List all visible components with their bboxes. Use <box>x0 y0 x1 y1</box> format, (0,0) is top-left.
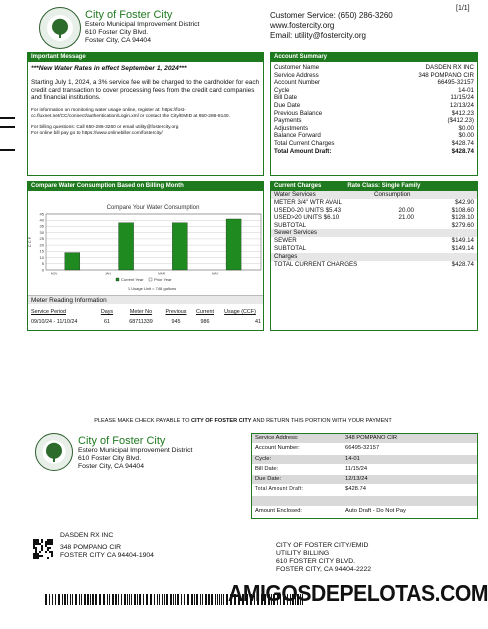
water-charge-qty: 21.00 <box>398 214 414 222</box>
summary-row <box>274 132 474 140</box>
water-charge-row <box>274 207 474 215</box>
water-charge-row <box>274 214 474 222</box>
stub-value: 12/13/24 <box>345 476 368 483</box>
summary-label: Account Number <box>274 79 321 87</box>
side-mark <box>0 126 15 128</box>
stub-row <box>252 507 477 517</box>
water-charge-qty <box>384 222 414 230</box>
chart-xtick: MAY <box>212 271 219 276</box>
remit-line4: FOSTER CITY, CA 94404-2222 <box>276 566 372 573</box>
stub-row <box>252 465 477 475</box>
water-charge-label: USED0-20 UNITS $5.43 <box>274 206 342 214</box>
legend-prior: Prior Year <box>154 277 172 282</box>
meter-column-header: Meter No <box>129 309 153 315</box>
water-charge-label: METER 3/4" WTR AVAIL <box>274 199 342 206</box>
summary-row <box>274 117 474 125</box>
summary-value: $0.00 <box>458 124 474 132</box>
water-charge-qty: 20.00 <box>398 206 414 214</box>
chart-ytick: 15 <box>39 248 44 254</box>
meter-column-header: Previous <box>165 309 187 315</box>
summary-row <box>274 125 474 133</box>
stub-value: 11/15/24 <box>345 465 368 472</box>
account-summary-header: Account Summary <box>271 53 477 62</box>
meter-column-header: Service Period <box>31 309 67 315</box>
sewer-charge-row <box>274 237 474 245</box>
sewer-charge-amount: $149.14 <box>451 237 474 245</box>
legend-swatch-current <box>116 278 119 281</box>
account-summary-panel <box>270 52 478 176</box>
customer-service-phone: Customer Service: (650) 286-3260 <box>270 11 393 20</box>
meter-cell: 09/10/24 - 11/10/24 <box>31 319 78 325</box>
stub-row <box>252 496 477 507</box>
meter-reading-header: Meter Reading Information <box>28 295 263 304</box>
water-charge-qty <box>384 199 414 207</box>
summary-row <box>274 110 474 118</box>
rates-headline: ***New Water Rates in effect September 1, 2024*** <box>31 65 187 72</box>
stub-row <box>252 455 477 465</box>
meter-column-header: Days <box>100 309 114 315</box>
summary-label: Payments <box>274 117 302 125</box>
consumption-header: Compare Water Consumption Based on Billing Month <box>28 182 263 191</box>
chart-title: Compare Your Water Consumption <box>106 205 200 211</box>
summary-label: Due Date <box>274 101 301 109</box>
mail-to-address2: FOSTER CITY CA 94404-1904 <box>60 552 154 559</box>
stub-value: 66495-32157 <box>345 445 380 452</box>
online-bill-pay-notice: For online bill pay go to https://www.onlinebiller.com/fostercity/ <box>31 130 163 136</box>
current-charges-panel <box>270 181 478 331</box>
payment-instruction: PLEASE MAKE CHECK PAYABLE TO CITY OF FOSTER CITY AND RETURN THIS PORTION WITH YOUR PAYMENT <box>94 418 392 424</box>
summary-value: 14-01 <box>458 86 474 94</box>
water-charge-label: SUBTOTAL <box>274 221 307 229</box>
stub-label: Cycle: <box>255 455 272 462</box>
meter-cell: 945 <box>171 319 181 325</box>
stub-label: Total Amount Draft: <box>255 486 304 493</box>
summary-value: 348 POMPANO CIR <box>418 71 474 79</box>
chart-ytick: 20 <box>39 242 44 248</box>
chart-xtick: MAR <box>158 271 165 276</box>
stub-value: 348 POMPANO CIR <box>345 435 398 441</box>
sewer-charge-label: SEWER <box>274 237 297 245</box>
sewer-services-label: Sewer Services <box>271 229 477 237</box>
water-charge-label: USED>20 UNITS $6.10 <box>274 214 340 222</box>
summary-label: Total Current Charges <box>274 139 335 147</box>
chart-ytick: 40 <box>39 217 44 223</box>
city-district: Estero Municipal Improvement District <box>85 21 200 28</box>
chart-ytick: 25 <box>39 236 44 242</box>
important-message-panel <box>27 52 264 176</box>
summary-row <box>274 79 474 87</box>
summary-row <box>274 64 474 72</box>
summary-label: Balance Forward <box>274 132 321 140</box>
water-services-label: Water Services <box>274 191 316 198</box>
water-charge-amount: $42.90 <box>455 199 474 206</box>
stub-label: Due Date: <box>255 476 282 483</box>
card-fee-notice: Starting July 1, 2024, a 3% service fee will be charged to the cardholder for each credit card transaction to cover processing fees from the credit card companies and financial institutions. <box>31 79 260 102</box>
consumption-label: Consumption <box>374 191 411 198</box>
current-charges-header: Current Charges <box>274 183 322 189</box>
summary-value: $412.23 <box>451 109 474 117</box>
summary-value: 11/15/24 <box>450 94 474 102</box>
meter-cell: 61 <box>104 319 110 325</box>
summary-value: $428.74 <box>451 139 474 147</box>
chart-bar-current <box>119 223 134 270</box>
meter-column-header: Current <box>196 309 214 315</box>
email-link[interactable]: Email: utility@fostercity.org <box>270 31 366 40</box>
chart-ytick: 35 <box>39 223 44 229</box>
chart-ytick: 10 <box>39 254 44 260</box>
stub-city-name: City of Foster City <box>78 435 166 447</box>
sewer-charge-row <box>274 245 474 253</box>
stub-value <box>342 496 348 506</box>
city-address1: 610 Foster City Blvd. <box>85 29 149 36</box>
stub-city-district: Estero Municipal Improvement District <box>78 447 193 454</box>
summary-row <box>274 72 474 80</box>
stub-city-seal-icon <box>35 433 73 471</box>
summary-label: Service Address <box>274 71 319 79</box>
chart-xtick: JAN <box>104 271 111 276</box>
rate-class: Rate Class: Single Family <box>347 183 421 189</box>
stub-value: $428.74 <box>345 486 366 493</box>
remit-line3: 610 FOSTER CITY BLVD. <box>276 558 356 565</box>
summary-value: ($412.23) <box>447 117 474 125</box>
total-current-charges-label: TOTAL CURRENT CHARGES <box>274 260 358 268</box>
watermark-text: AMIGOSDEPELOTAS.COM <box>228 580 488 606</box>
chart-ytick: 45 <box>39 211 44 217</box>
stub-row <box>252 444 477 454</box>
stub-value: Auto Draft - Do Not Pay <box>345 507 406 514</box>
stub-city-address2: Foster City, CA 94404 <box>78 463 144 470</box>
consumption-chart <box>28 194 263 298</box>
mail-to-address1: 348 POMPANO CIR <box>60 544 122 551</box>
usage-monitoring-notice: For information on monitoring water usage online, register at: https://fost-cc.fluxnet.net/CC/connect/authentication/Login.xml or contact the City/EMID at 650-286-8140. <box>31 107 230 119</box>
stub-label: Amount Enclosed: <box>255 507 303 514</box>
stub-value: 14-01 <box>345 455 360 462</box>
stub-label: Bill Date: <box>255 465 279 472</box>
side-mark <box>0 149 15 151</box>
legend-current: Current Year <box>121 277 144 282</box>
water-charge-row <box>274 222 474 230</box>
chart-bar-current <box>65 253 80 270</box>
water-charge-amount: $279.60 <box>451 221 474 229</box>
chart-bar-current <box>226 219 241 270</box>
side-mark <box>0 117 15 119</box>
chart-ytick: 5 <box>41 261 44 267</box>
page-number: [1/1] <box>456 5 470 12</box>
summary-label: Adjustments <box>274 124 309 132</box>
sewer-charge-amount: $149.14 <box>451 244 474 252</box>
stub-label: Service Address: <box>255 435 299 441</box>
city-address2: Foster City, CA 94404 <box>85 37 151 44</box>
total-draft-label: Total Amount Draft: <box>274 147 332 155</box>
summary-row <box>274 94 474 102</box>
usage-unit-note: 1 Usage Unit = 748 gallons <box>127 286 177 291</box>
summary-label: Previous Balance <box>274 109 323 117</box>
total-current-charges-value: $428.74 <box>451 260 474 268</box>
meter-cell: 68711339 <box>129 319 153 325</box>
summary-row <box>274 102 474 110</box>
summary-row <box>274 140 474 148</box>
stub-city-address1: 610 Foster City Blvd. <box>78 455 142 462</box>
summary-value: DASDEN RX INC <box>425 64 474 71</box>
chart-xtick: NOV <box>50 271 58 276</box>
payment-stub-table <box>251 433 478 519</box>
remit-line1: CITY OF FOSTER CITY/EMID <box>276 542 369 549</box>
meter-cell: 41 <box>255 319 261 325</box>
website-link[interactable]: www.fostercity.org <box>270 21 335 30</box>
summary-row <box>274 87 474 95</box>
total-draft-value: $428.74 <box>451 147 474 155</box>
city-seal-icon <box>39 7 81 49</box>
billing-questions-notice: For billing questions: Call 650-286-3260 or email utility@fostercity.org <box>31 124 179 130</box>
stub-row <box>252 485 477 495</box>
summary-label: Bill Date <box>274 94 298 102</box>
sewer-charge-label: SUBTOTAL <box>274 244 307 252</box>
summary-value: $0.00 <box>458 132 474 140</box>
qr-code-icon <box>33 539 53 559</box>
chart-ylabel: C C F <box>27 236 32 248</box>
stub-label <box>252 496 342 506</box>
meter-column-header: Usage (CCF) <box>224 309 256 315</box>
city-name: City of Foster City <box>85 9 173 21</box>
meter-cell: 986 <box>200 319 210 325</box>
legend-swatch-prior <box>149 278 152 281</box>
important-message-header: Important Message <box>28 53 263 62</box>
mail-to-name: DASDEN RX INC <box>60 532 114 539</box>
stub-label: Account Number: <box>255 445 300 452</box>
stub-row <box>252 434 477 444</box>
chart-ytick: 0 <box>41 267 44 273</box>
chart-ytick: 30 <box>39 229 44 235</box>
water-charge-amount: $108.60 <box>451 206 474 214</box>
summary-label: Customer Name <box>274 64 320 71</box>
remit-line2: UTILITY BILLING <box>276 550 330 557</box>
water-charge-row <box>274 199 474 207</box>
water-charge-amount: $128.10 <box>451 214 474 222</box>
stub-row <box>252 475 477 485</box>
consumption-panel <box>27 181 264 331</box>
summary-value: 66495-32157 <box>437 79 474 87</box>
summary-value: 12/13/24 <box>449 101 474 109</box>
charges-label: Charges <box>271 253 477 261</box>
chart-bar-current <box>172 223 187 270</box>
summary-label: Cycle <box>274 86 290 94</box>
